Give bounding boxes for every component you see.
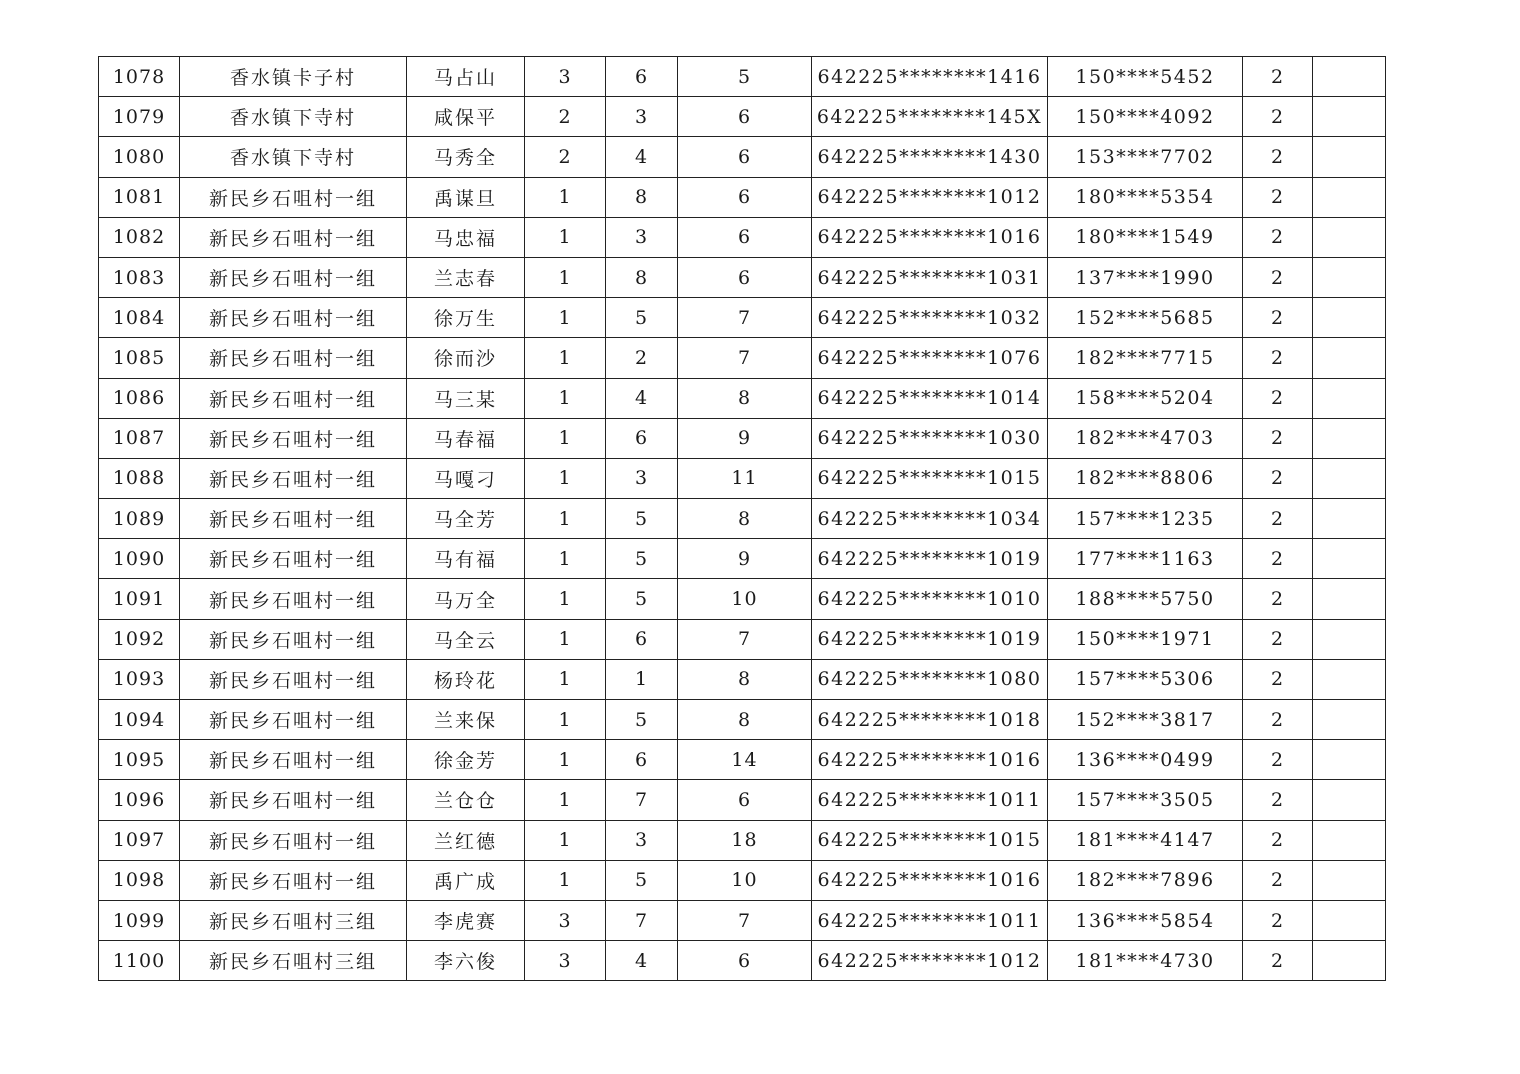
count-a-cell: 3 bbox=[525, 57, 606, 97]
count-a-cell: 3 bbox=[525, 900, 606, 940]
count-c-cell: 6 bbox=[678, 780, 812, 820]
table-row bbox=[99, 900, 1386, 940]
remark-cell bbox=[1313, 499, 1386, 539]
roster-table bbox=[98, 56, 1386, 981]
village-cell: 新民乡石咀村一组 bbox=[180, 579, 407, 619]
count-c-cell: 11 bbox=[678, 458, 812, 498]
village-cell: 新民乡石咀村一组 bbox=[180, 378, 407, 418]
remark-cell bbox=[1313, 418, 1386, 458]
id-number-cell: 642225********1430 bbox=[812, 137, 1048, 177]
phone-cell: 157****1235 bbox=[1048, 499, 1243, 539]
name-cell: 兰红德 bbox=[407, 820, 525, 860]
count-d-cell: 2 bbox=[1243, 418, 1313, 458]
row-number-cell: 1080 bbox=[99, 137, 180, 177]
remark-cell bbox=[1313, 900, 1386, 940]
count-b-cell: 6 bbox=[606, 57, 678, 97]
count-b-cell: 7 bbox=[606, 900, 678, 940]
village-cell: 新民乡石咀村一组 bbox=[180, 458, 407, 498]
village-cell: 新民乡石咀村一组 bbox=[180, 338, 407, 378]
count-a-cell: 1 bbox=[525, 860, 606, 900]
id-number-cell: 642225********1080 bbox=[812, 659, 1048, 699]
name-cell: 马三某 bbox=[407, 378, 525, 418]
row-number-cell: 1078 bbox=[99, 57, 180, 97]
count-b-cell: 4 bbox=[606, 137, 678, 177]
count-d-cell: 2 bbox=[1243, 217, 1313, 257]
id-number-cell: 642225********1016 bbox=[812, 217, 1048, 257]
count-a-cell: 2 bbox=[525, 137, 606, 177]
count-d-cell: 2 bbox=[1243, 378, 1313, 418]
table-row bbox=[99, 700, 1386, 740]
remark-cell bbox=[1313, 941, 1386, 981]
id-number-cell: 642225********1016 bbox=[812, 860, 1048, 900]
row-number-cell: 1093 bbox=[99, 659, 180, 699]
village-cell: 新民乡石咀村一组 bbox=[180, 780, 407, 820]
count-d-cell: 2 bbox=[1243, 57, 1313, 97]
table-row bbox=[99, 137, 1386, 177]
village-cell: 新民乡石咀村三组 bbox=[180, 941, 407, 981]
village-cell: 新民乡石咀村一组 bbox=[180, 257, 407, 297]
remark-cell bbox=[1313, 257, 1386, 297]
table-row bbox=[99, 579, 1386, 619]
row-number-cell: 1091 bbox=[99, 579, 180, 619]
row-number-cell: 1083 bbox=[99, 257, 180, 297]
phone-cell: 150****1971 bbox=[1048, 619, 1243, 659]
village-cell: 新民乡石咀村一组 bbox=[180, 539, 407, 579]
table-row bbox=[99, 499, 1386, 539]
table-row bbox=[99, 338, 1386, 378]
count-d-cell: 2 bbox=[1243, 740, 1313, 780]
table-row bbox=[99, 378, 1386, 418]
count-d-cell: 2 bbox=[1243, 137, 1313, 177]
row-number-cell: 1090 bbox=[99, 539, 180, 579]
count-d-cell: 2 bbox=[1243, 97, 1313, 137]
count-a-cell: 1 bbox=[525, 659, 606, 699]
phone-cell: 181****4147 bbox=[1048, 820, 1243, 860]
count-b-cell: 6 bbox=[606, 619, 678, 659]
phone-cell: 182****7715 bbox=[1048, 338, 1243, 378]
row-number-cell: 1088 bbox=[99, 458, 180, 498]
remark-cell bbox=[1313, 619, 1386, 659]
count-b-cell: 4 bbox=[606, 378, 678, 418]
row-number-cell: 1098 bbox=[99, 860, 180, 900]
count-a-cell: 1 bbox=[525, 499, 606, 539]
count-a-cell: 1 bbox=[525, 338, 606, 378]
count-a-cell: 1 bbox=[525, 700, 606, 740]
village-cell: 香水镇下寺村 bbox=[180, 137, 407, 177]
table-row bbox=[99, 941, 1386, 981]
id-number-cell: 642225********1015 bbox=[812, 458, 1048, 498]
count-a-cell: 1 bbox=[525, 298, 606, 338]
phone-cell: 181****4730 bbox=[1048, 941, 1243, 981]
count-a-cell: 1 bbox=[525, 177, 606, 217]
count-c-cell: 10 bbox=[678, 860, 812, 900]
count-b-cell: 8 bbox=[606, 257, 678, 297]
id-number-cell: 642225********1012 bbox=[812, 941, 1048, 981]
table-row bbox=[99, 217, 1386, 257]
count-a-cell: 1 bbox=[525, 217, 606, 257]
remark-cell bbox=[1313, 97, 1386, 137]
phone-cell: 150****4092 bbox=[1048, 97, 1243, 137]
count-c-cell: 5 bbox=[678, 57, 812, 97]
count-c-cell: 8 bbox=[678, 499, 812, 539]
row-number-cell: 1086 bbox=[99, 378, 180, 418]
village-cell: 新民乡石咀村一组 bbox=[180, 177, 407, 217]
name-cell: 马秀全 bbox=[407, 137, 525, 177]
name-cell: 马忠福 bbox=[407, 217, 525, 257]
id-number-cell: 642225********1016 bbox=[812, 740, 1048, 780]
count-b-cell: 3 bbox=[606, 820, 678, 860]
phone-cell: 153****7702 bbox=[1048, 137, 1243, 177]
roster-table-body bbox=[99, 57, 1386, 981]
phone-cell: 137****1990 bbox=[1048, 257, 1243, 297]
village-cell: 新民乡石咀村一组 bbox=[180, 499, 407, 539]
count-d-cell: 2 bbox=[1243, 780, 1313, 820]
remark-cell bbox=[1313, 860, 1386, 900]
village-cell: 新民乡石咀村一组 bbox=[180, 217, 407, 257]
table-row bbox=[99, 257, 1386, 297]
name-cell: 马占山 bbox=[407, 57, 525, 97]
count-d-cell: 2 bbox=[1243, 298, 1313, 338]
id-number-cell: 642225********1030 bbox=[812, 418, 1048, 458]
row-number-cell: 1092 bbox=[99, 619, 180, 659]
row-number-cell: 1085 bbox=[99, 338, 180, 378]
name-cell: 徐而沙 bbox=[407, 338, 525, 378]
id-number-cell: 642225********1011 bbox=[812, 900, 1048, 940]
count-c-cell: 7 bbox=[678, 900, 812, 940]
village-cell: 新民乡石咀村一组 bbox=[180, 418, 407, 458]
count-a-cell: 3 bbox=[525, 941, 606, 981]
id-number-cell: 642225********1019 bbox=[812, 619, 1048, 659]
count-c-cell: 8 bbox=[678, 659, 812, 699]
count-d-cell: 2 bbox=[1243, 579, 1313, 619]
phone-cell: 152****5685 bbox=[1048, 298, 1243, 338]
id-number-cell: 642225********1015 bbox=[812, 820, 1048, 860]
count-d-cell: 2 bbox=[1243, 619, 1313, 659]
name-cell: 兰来保 bbox=[407, 700, 525, 740]
name-cell: 兰仓仓 bbox=[407, 780, 525, 820]
phone-cell: 157****5306 bbox=[1048, 659, 1243, 699]
village-cell: 香水镇卡子村 bbox=[180, 57, 407, 97]
phone-cell: 188****5750 bbox=[1048, 579, 1243, 619]
count-c-cell: 6 bbox=[678, 97, 812, 137]
id-number-cell: 642225********1014 bbox=[812, 378, 1048, 418]
count-b-cell: 3 bbox=[606, 217, 678, 257]
count-a-cell: 1 bbox=[525, 257, 606, 297]
count-a-cell: 1 bbox=[525, 418, 606, 458]
row-number-cell: 1100 bbox=[99, 941, 180, 981]
remark-cell bbox=[1313, 458, 1386, 498]
count-b-cell: 8 bbox=[606, 177, 678, 217]
count-c-cell: 8 bbox=[678, 700, 812, 740]
count-d-cell: 2 bbox=[1243, 338, 1313, 378]
count-c-cell: 9 bbox=[678, 418, 812, 458]
remark-cell bbox=[1313, 177, 1386, 217]
count-c-cell: 6 bbox=[678, 257, 812, 297]
village-cell: 香水镇下寺村 bbox=[180, 97, 407, 137]
name-cell: 马有福 bbox=[407, 539, 525, 579]
count-b-cell: 5 bbox=[606, 499, 678, 539]
village-cell: 新民乡石咀村一组 bbox=[180, 619, 407, 659]
id-number-cell: 642225********1010 bbox=[812, 579, 1048, 619]
remark-cell bbox=[1313, 700, 1386, 740]
name-cell: 禹谋旦 bbox=[407, 177, 525, 217]
count-a-cell: 1 bbox=[525, 780, 606, 820]
village-cell: 新民乡石咀村一组 bbox=[180, 860, 407, 900]
name-cell: 咸保平 bbox=[407, 97, 525, 137]
row-number-cell: 1081 bbox=[99, 177, 180, 217]
remark-cell bbox=[1313, 539, 1386, 579]
phone-cell: 158****5204 bbox=[1048, 378, 1243, 418]
count-c-cell: 6 bbox=[678, 941, 812, 981]
count-d-cell: 2 bbox=[1243, 820, 1313, 860]
id-number-cell: 642225********145X bbox=[812, 97, 1048, 137]
name-cell: 兰志春 bbox=[407, 257, 525, 297]
row-number-cell: 1089 bbox=[99, 499, 180, 539]
table-row bbox=[99, 97, 1386, 137]
count-d-cell: 2 bbox=[1243, 900, 1313, 940]
count-c-cell: 9 bbox=[678, 539, 812, 579]
count-b-cell: 2 bbox=[606, 338, 678, 378]
id-number-cell: 642225********1031 bbox=[812, 257, 1048, 297]
count-b-cell: 6 bbox=[606, 418, 678, 458]
id-number-cell: 642225********1019 bbox=[812, 539, 1048, 579]
id-number-cell: 642225********1076 bbox=[812, 338, 1048, 378]
count-b-cell: 5 bbox=[606, 700, 678, 740]
row-number-cell: 1079 bbox=[99, 97, 180, 137]
row-number-cell: 1095 bbox=[99, 740, 180, 780]
count-d-cell: 2 bbox=[1243, 941, 1313, 981]
name-cell: 禹广成 bbox=[407, 860, 525, 900]
phone-cell: 152****3817 bbox=[1048, 700, 1243, 740]
table-row bbox=[99, 860, 1386, 900]
table-row bbox=[99, 177, 1386, 217]
name-cell: 李六俊 bbox=[407, 941, 525, 981]
id-number-cell: 642225********1034 bbox=[812, 499, 1048, 539]
name-cell: 马万全 bbox=[407, 579, 525, 619]
name-cell: 李虎赛 bbox=[407, 900, 525, 940]
count-b-cell: 6 bbox=[606, 740, 678, 780]
table-row bbox=[99, 740, 1386, 780]
village-cell: 新民乡石咀村一组 bbox=[180, 820, 407, 860]
remark-cell bbox=[1313, 780, 1386, 820]
name-cell: 马全芳 bbox=[407, 499, 525, 539]
count-a-cell: 1 bbox=[525, 378, 606, 418]
phone-cell: 150****5452 bbox=[1048, 57, 1243, 97]
remark-cell bbox=[1313, 740, 1386, 780]
name-cell: 马全云 bbox=[407, 619, 525, 659]
village-cell: 新民乡石咀村一组 bbox=[180, 659, 407, 699]
id-number-cell: 642225********1011 bbox=[812, 780, 1048, 820]
phone-cell: 157****3505 bbox=[1048, 780, 1243, 820]
remark-cell bbox=[1313, 217, 1386, 257]
count-c-cell: 6 bbox=[678, 177, 812, 217]
count-c-cell: 7 bbox=[678, 338, 812, 378]
table-row bbox=[99, 619, 1386, 659]
count-c-cell: 14 bbox=[678, 740, 812, 780]
name-cell: 徐万生 bbox=[407, 298, 525, 338]
id-number-cell: 642225********1416 bbox=[812, 57, 1048, 97]
count-a-cell: 1 bbox=[525, 740, 606, 780]
phone-cell: 136****5854 bbox=[1048, 900, 1243, 940]
row-number-cell: 1099 bbox=[99, 900, 180, 940]
row-number-cell: 1084 bbox=[99, 298, 180, 338]
table-row bbox=[99, 418, 1386, 458]
row-number-cell: 1087 bbox=[99, 418, 180, 458]
village-cell: 新民乡石咀村一组 bbox=[180, 740, 407, 780]
count-c-cell: 6 bbox=[678, 137, 812, 177]
phone-cell: 182****8806 bbox=[1048, 458, 1243, 498]
table-row bbox=[99, 458, 1386, 498]
table-row bbox=[99, 57, 1386, 97]
remark-cell bbox=[1313, 338, 1386, 378]
count-a-cell: 1 bbox=[525, 619, 606, 659]
village-cell: 新民乡石咀村一组 bbox=[180, 700, 407, 740]
count-d-cell: 2 bbox=[1243, 499, 1313, 539]
remark-cell bbox=[1313, 659, 1386, 699]
remark-cell bbox=[1313, 378, 1386, 418]
name-cell: 杨玲花 bbox=[407, 659, 525, 699]
phone-cell: 182****7896 bbox=[1048, 860, 1243, 900]
name-cell: 徐金芳 bbox=[407, 740, 525, 780]
count-b-cell: 1 bbox=[606, 659, 678, 699]
count-b-cell: 5 bbox=[606, 539, 678, 579]
remark-cell bbox=[1313, 579, 1386, 619]
count-d-cell: 2 bbox=[1243, 700, 1313, 740]
count-c-cell: 6 bbox=[678, 217, 812, 257]
count-c-cell: 10 bbox=[678, 579, 812, 619]
count-c-cell: 7 bbox=[678, 619, 812, 659]
phone-cell: 180****1549 bbox=[1048, 217, 1243, 257]
name-cell: 马嘎刁 bbox=[407, 458, 525, 498]
table-row bbox=[99, 539, 1386, 579]
village-cell: 新民乡石咀村一组 bbox=[180, 298, 407, 338]
count-b-cell: 5 bbox=[606, 298, 678, 338]
count-b-cell: 5 bbox=[606, 579, 678, 619]
count-c-cell: 7 bbox=[678, 298, 812, 338]
phone-cell: 182****4703 bbox=[1048, 418, 1243, 458]
row-number-cell: 1096 bbox=[99, 780, 180, 820]
table-row bbox=[99, 780, 1386, 820]
row-number-cell: 1097 bbox=[99, 820, 180, 860]
count-b-cell: 4 bbox=[606, 941, 678, 981]
id-number-cell: 642225********1018 bbox=[812, 700, 1048, 740]
count-a-cell: 1 bbox=[525, 539, 606, 579]
row-number-cell: 1082 bbox=[99, 217, 180, 257]
remark-cell bbox=[1313, 57, 1386, 97]
row-number-cell: 1094 bbox=[99, 700, 180, 740]
id-number-cell: 642225********1012 bbox=[812, 177, 1048, 217]
remark-cell bbox=[1313, 298, 1386, 338]
table-row bbox=[99, 298, 1386, 338]
table-row bbox=[99, 659, 1386, 699]
count-a-cell: 1 bbox=[525, 458, 606, 498]
village-cell: 新民乡石咀村三组 bbox=[180, 900, 407, 940]
phone-cell: 180****5354 bbox=[1048, 177, 1243, 217]
count-d-cell: 2 bbox=[1243, 860, 1313, 900]
count-a-cell: 1 bbox=[525, 820, 606, 860]
count-a-cell: 2 bbox=[525, 97, 606, 137]
count-b-cell: 3 bbox=[606, 97, 678, 137]
count-d-cell: 2 bbox=[1243, 257, 1313, 297]
count-b-cell: 7 bbox=[606, 780, 678, 820]
count-c-cell: 18 bbox=[678, 820, 812, 860]
phone-cell: 177****1163 bbox=[1048, 539, 1243, 579]
count-d-cell: 2 bbox=[1243, 458, 1313, 498]
count-b-cell: 3 bbox=[606, 458, 678, 498]
table-row bbox=[99, 820, 1386, 860]
count-c-cell: 8 bbox=[678, 378, 812, 418]
count-a-cell: 1 bbox=[525, 579, 606, 619]
remark-cell bbox=[1313, 820, 1386, 860]
phone-cell: 136****0499 bbox=[1048, 740, 1243, 780]
count-d-cell: 2 bbox=[1243, 659, 1313, 699]
id-number-cell: 642225********1032 bbox=[812, 298, 1048, 338]
count-d-cell: 2 bbox=[1243, 177, 1313, 217]
count-b-cell: 5 bbox=[606, 860, 678, 900]
name-cell: 马春福 bbox=[407, 418, 525, 458]
count-d-cell: 2 bbox=[1243, 539, 1313, 579]
remark-cell bbox=[1313, 137, 1386, 177]
